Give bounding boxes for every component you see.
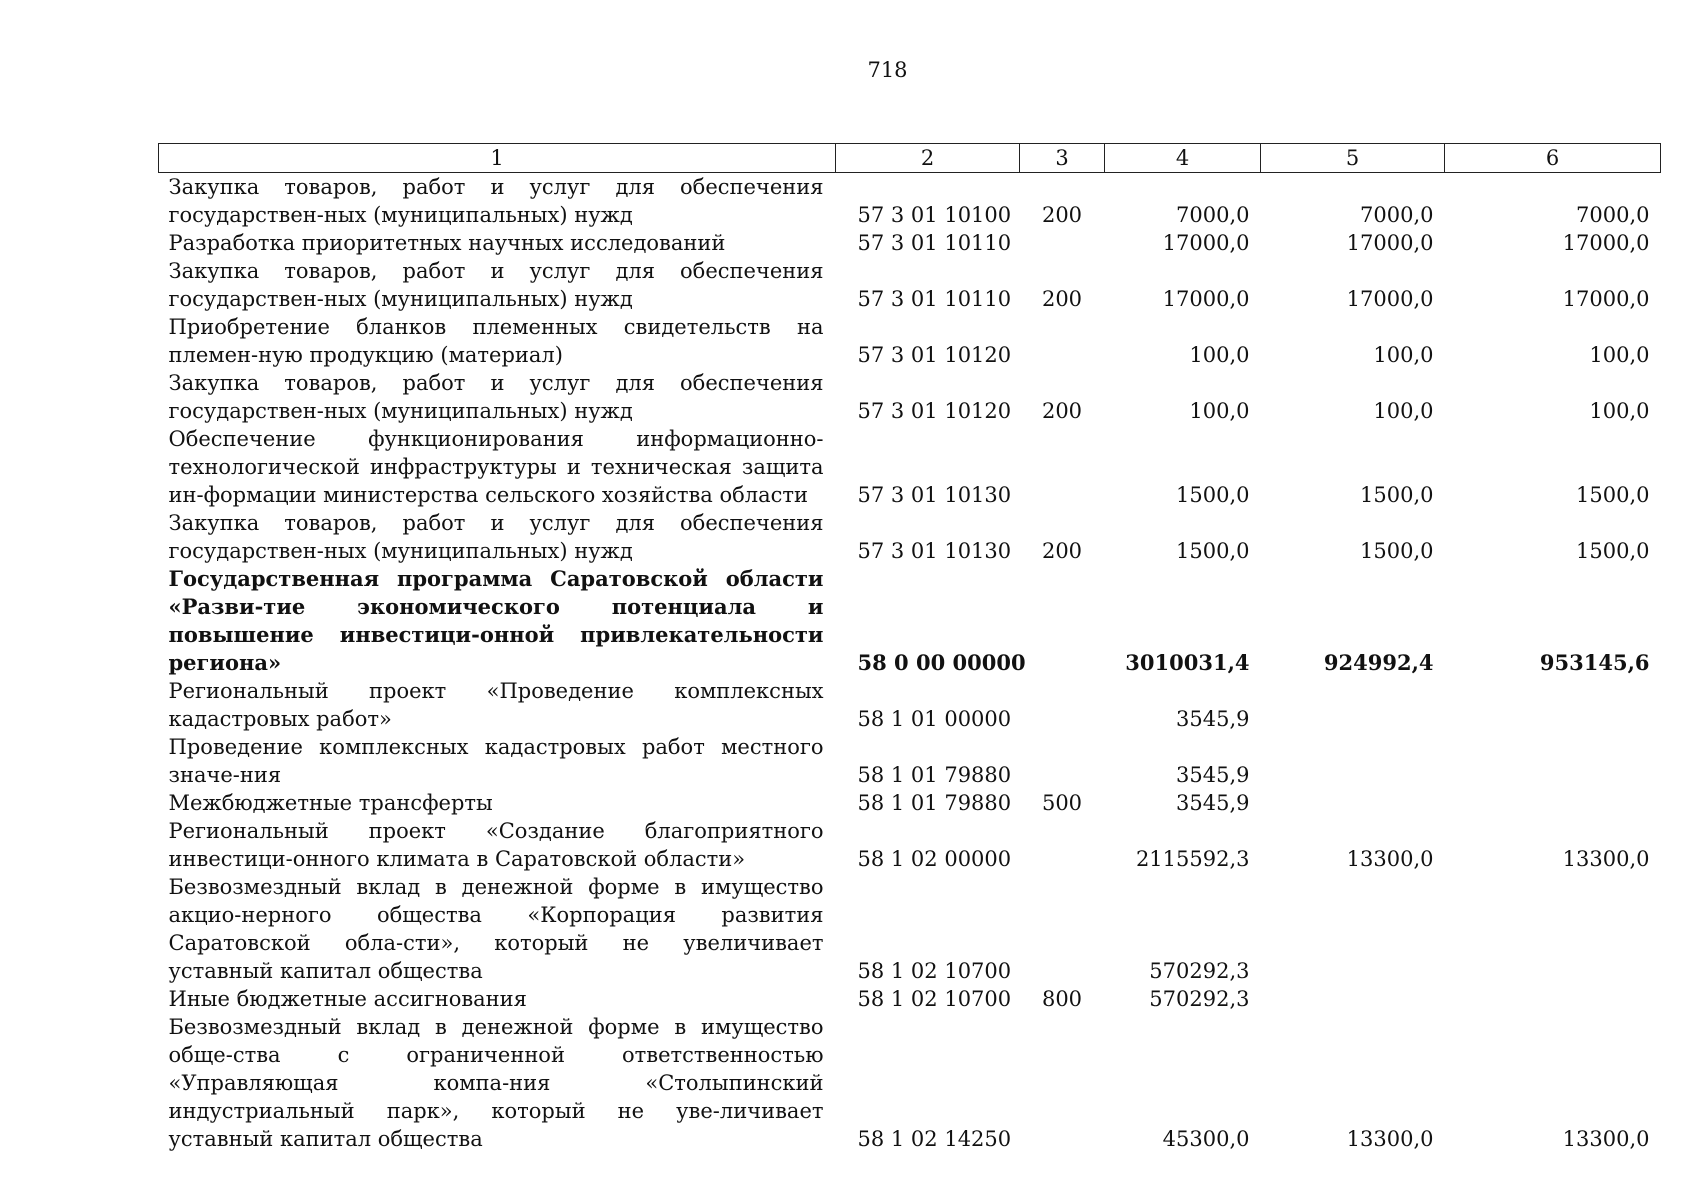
table-row <box>159 789 1661 817</box>
row-code-cell: 58 1 01 00000 <box>857 707 1012 731</box>
table-row <box>159 565 1661 677</box>
table-row <box>159 509 1661 565</box>
row-name-cell: Закупка товаров, работ и услуг для обеспечения государствен-ных (муниципальных) нужд <box>168 371 824 423</box>
row-expense-type-cell: 500 <box>1041 791 1083 815</box>
row-code-cell: 58 1 01 79880 <box>857 763 1012 787</box>
row-expense-type-cell: 200 <box>1041 287 1083 311</box>
table-row <box>159 873 1661 985</box>
row-value-col4-cell: 2115592,3 <box>1135 847 1250 871</box>
page-number: 718 <box>867 58 908 82</box>
row-expense-type-cell <box>1020 229 1105 257</box>
column-header-4: 4 <box>1105 144 1261 173</box>
column-header-2: 2 <box>836 144 1020 173</box>
row-expense-type-cell <box>1020 425 1105 509</box>
row-value-col5-cell: 1500,0 <box>1360 539 1434 563</box>
row-value-col4-cell: 3545,9 <box>1176 707 1250 731</box>
row-expense-type-cell <box>1020 873 1105 985</box>
row-expense-type-cell: 200 <box>1041 203 1083 227</box>
row-value-col4-cell: 17000,0 <box>1162 287 1250 311</box>
row-expense-type-cell <box>1020 313 1105 369</box>
row-value-col6-cell <box>1445 677 1661 733</box>
budget-table <box>158 143 1661 1153</box>
row-value-col5-cell: 7000,0 <box>1360 203 1434 227</box>
row-value-col6-cell <box>1445 873 1661 985</box>
row-value-col4-cell: 1500,0 <box>1176 483 1250 507</box>
table-row <box>159 257 1661 313</box>
table-body <box>159 173 1661 1154</box>
row-value-col5-cell: 17000,0 <box>1346 287 1434 311</box>
row-value-col5-cell: 100,0 <box>1373 343 1434 367</box>
column-header-1: 1 <box>159 144 836 173</box>
row-value-col6-cell: 13300,0 <box>1562 1127 1650 1151</box>
row-name-cell: Безвозмездный вклад в денежной форме в имущество акцио-нерного общества «Корпорация развития Саратовской обла-сти», который не увеличивает уставный капитал общества <box>168 875 824 983</box>
row-name-cell: Государственная программа Саратовской области «Разви-тие экономического потенциала и повышение инвестици-онной привлекательности региона» <box>168 566 824 675</box>
table-header-row <box>159 144 1661 173</box>
row-value-col5-cell: 924992,4 <box>1323 650 1434 675</box>
row-expense-type-cell: 800 <box>1041 987 1083 1011</box>
row-code-cell: 57 3 01 10130 <box>857 483 1012 507</box>
row-code-cell: 57 3 01 10120 <box>857 399 1012 423</box>
row-code-cell: 58 0 00 00000 <box>857 650 1026 675</box>
row-value-col5-cell: 1500,0 <box>1360 483 1434 507</box>
row-value-col5-cell <box>1261 873 1445 985</box>
row-expense-type-cell: 200 <box>1041 399 1083 423</box>
row-code-cell: 58 1 02 00000 <box>857 847 1012 871</box>
row-code-cell: 57 3 01 10100 <box>857 203 1012 227</box>
row-name-cell: Закупка товаров, работ и услуг для обеспечения государствен-ных (муниципальных) нужд <box>168 259 824 311</box>
row-name-cell: Безвозмездный вклад в денежной форме в имущество обще-ства с ограниченной ответственностью «Управляющая компа-ния «Столыпинский индустриальный парк», который не уве-личивает уставный капитал общества <box>168 1015 824 1151</box>
row-expense-type-cell <box>1020 733 1105 789</box>
row-name-cell: Иные бюджетные ассигнования <box>168 987 527 1011</box>
row-value-col4-cell: 570292,3 <box>1149 959 1250 983</box>
row-expense-type-cell <box>1020 677 1105 733</box>
row-value-col5-cell <box>1261 789 1445 817</box>
row-name-cell: Закупка товаров, работ и услуг для обеспечения государствен-ных (муниципальных) нужд <box>168 175 824 227</box>
row-code-cell: 57 3 01 10110 <box>857 287 1012 311</box>
row-code-cell: 57 3 01 10110 <box>857 231 1012 255</box>
row-name-cell: Закупка товаров, работ и услуг для обеспечения государствен-ных (муниципальных) нужд <box>168 511 824 563</box>
row-code-cell: 57 3 01 10120 <box>857 343 1012 367</box>
row-value-col6-cell <box>1445 985 1661 1013</box>
row-value-col6-cell: 13300,0 <box>1562 847 1650 871</box>
table-row <box>159 173 1661 230</box>
row-value-col5-cell <box>1261 677 1445 733</box>
table-row <box>159 369 1661 425</box>
row-expense-type-cell <box>1020 565 1105 677</box>
table-row <box>159 677 1661 733</box>
column-header-5: 5 <box>1261 144 1445 173</box>
row-value-col6-cell: 100,0 <box>1589 399 1650 423</box>
row-value-col4-cell: 45300,0 <box>1162 1127 1250 1151</box>
row-value-col6-cell <box>1445 733 1661 789</box>
row-value-col5-cell: 100,0 <box>1373 399 1434 423</box>
table-row <box>159 229 1661 257</box>
row-value-col4-cell: 1500,0 <box>1176 539 1250 563</box>
table-row <box>159 733 1661 789</box>
row-expense-type-cell <box>1020 1013 1105 1153</box>
row-expense-type-cell <box>1020 817 1105 873</box>
row-value-col4-cell: 3545,9 <box>1176 791 1250 815</box>
table-row <box>159 425 1661 509</box>
row-value-col4-cell: 3010031,4 <box>1125 650 1250 675</box>
row-value-col4-cell: 570292,3 <box>1149 987 1250 1011</box>
row-value-col6-cell: 1500,0 <box>1576 539 1650 563</box>
row-value-col5-cell <box>1261 733 1445 789</box>
row-value-col6-cell <box>1445 789 1661 817</box>
column-header-3: 3 <box>1020 144 1105 173</box>
row-value-col4-cell: 100,0 <box>1189 399 1250 423</box>
row-code-cell: 58 1 01 79880 <box>857 791 1012 815</box>
row-name-cell: Региональный проект «Создание благоприятного инвестици-онного климата в Саратовской области» <box>168 819 824 871</box>
row-expense-type-cell: 200 <box>1041 539 1083 563</box>
row-code-cell: 58 1 02 10700 <box>857 959 1012 983</box>
row-name-cell: Разработка приоритетных научных исследований <box>168 231 726 255</box>
column-header-6: 6 <box>1445 144 1661 173</box>
row-value-col4-cell: 100,0 <box>1189 343 1250 367</box>
row-value-col5-cell <box>1261 985 1445 1013</box>
row-value-col4-cell: 7000,0 <box>1176 203 1250 227</box>
table-row <box>159 817 1661 873</box>
row-name-cell: Межбюджетные трансферты <box>168 791 493 815</box>
table-row <box>159 1013 1661 1153</box>
row-value-col5-cell: 13300,0 <box>1346 847 1434 871</box>
table-row <box>159 313 1661 369</box>
row-code-cell: 57 3 01 10130 <box>857 539 1012 563</box>
row-value-col5-cell: 17000,0 <box>1346 231 1434 255</box>
row-value-col6-cell: 953145,6 <box>1539 650 1650 675</box>
row-code-cell: 58 1 02 14250 <box>857 1127 1012 1151</box>
row-name-cell: Проведение комплексных кадастровых работ местного значе-ния <box>168 735 824 787</box>
row-name-cell: Приобретение бланков племенных свидетельств на племен-ную продукцию (материал) <box>168 315 824 367</box>
row-value-col6-cell: 17000,0 <box>1562 231 1650 255</box>
row-value-col4-cell: 17000,0 <box>1162 231 1250 255</box>
row-name-cell: Обеспечение функционирования информационно-технологической инфраструктуры и техническая защита ин-формации министерства сельского хозяйства области <box>168 427 824 507</box>
table-row <box>159 985 1661 1013</box>
row-value-col6-cell: 100,0 <box>1589 343 1650 367</box>
row-name-cell: Региональный проект «Проведение комплексных кадастровых работ» <box>168 679 824 731</box>
row-value-col6-cell: 17000,0 <box>1562 287 1650 311</box>
row-value-col6-cell: 1500,0 <box>1576 483 1650 507</box>
row-code-cell: 58 1 02 10700 <box>857 987 1012 1011</box>
row-value-col6-cell: 7000,0 <box>1576 203 1650 227</box>
row-value-col4-cell: 3545,9 <box>1176 763 1250 787</box>
row-value-col5-cell: 13300,0 <box>1346 1127 1434 1151</box>
